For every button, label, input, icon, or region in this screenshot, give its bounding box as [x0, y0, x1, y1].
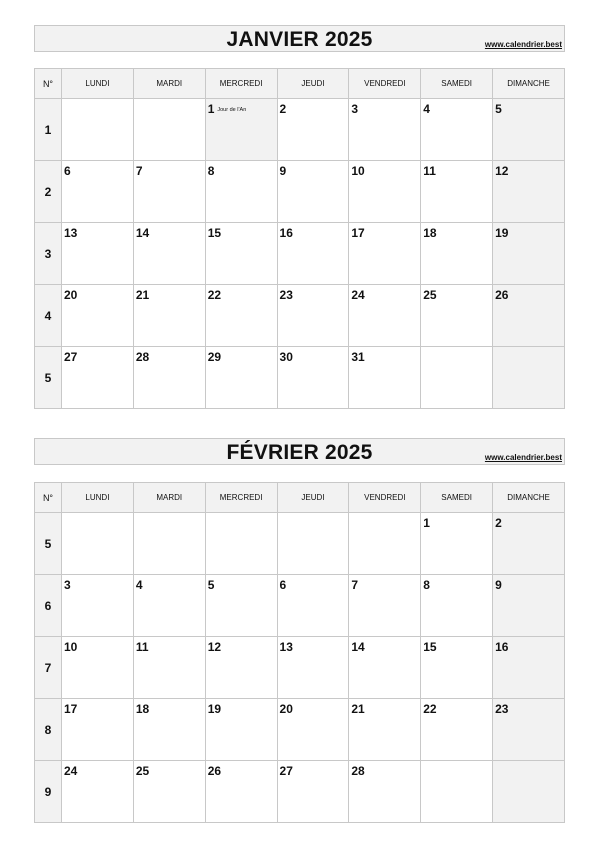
day-number: [495, 226, 508, 240]
day-cell[interactable]: [277, 99, 349, 161]
week-number: 2: [35, 161, 62, 223]
day-cell[interactable]: [205, 761, 277, 823]
day-cell[interactable]: [421, 347, 493, 409]
day-number: [208, 702, 221, 716]
week-row: [35, 637, 565, 699]
day-number-text: 27: [64, 350, 78, 364]
day-number-text: 13: [279, 640, 293, 654]
day-number: [495, 102, 502, 116]
week-row: [35, 699, 565, 761]
weekday-header: MERCREDI: [205, 69, 277, 99]
day-number: [64, 764, 77, 778]
day-number-text: 30: [279, 350, 293, 364]
day-cell[interactable]: [133, 575, 205, 637]
day-number: [136, 288, 149, 302]
day-number-text: 21: [135, 288, 150, 302]
day-cell[interactable]: [62, 99, 134, 161]
weekday-header: DIMANCHE: [493, 69, 565, 99]
day-number: [208, 350, 221, 364]
week-number: 5: [35, 347, 62, 409]
day-cell[interactable]: [133, 699, 205, 761]
day-number-text: 13: [64, 226, 78, 240]
day-cell[interactable]: [493, 699, 565, 761]
day-cell[interactable]: [62, 699, 134, 761]
day-cell[interactable]: [205, 223, 277, 285]
week-row: [35, 161, 565, 223]
week-row: [35, 347, 565, 409]
day-number: [351, 578, 358, 592]
day-cell[interactable]: [421, 161, 493, 223]
day-number-text: 22: [423, 702, 437, 716]
day-number-text: 14: [135, 226, 150, 240]
site-link[interactable]: www.calendrier.best: [484, 453, 562, 462]
week-row: [35, 99, 565, 161]
week-number: 6: [35, 575, 62, 637]
day-number-text: 22: [207, 288, 222, 302]
week-row: [35, 513, 565, 575]
day-cell[interactable]: [349, 699, 421, 761]
day-cell[interactable]: [493, 223, 565, 285]
day-cell[interactable]: [277, 161, 349, 223]
month-title-bar: [34, 25, 565, 52]
day-number-text: 15: [207, 226, 222, 240]
day-number: [351, 226, 364, 240]
day-number-text: 12: [495, 164, 509, 178]
day-number-text: 5: [207, 578, 215, 592]
day-cell[interactable]: [493, 637, 565, 699]
week-number: 4: [35, 285, 62, 347]
day-number-text: 26: [495, 288, 509, 302]
day-number-text: 10: [64, 640, 78, 654]
day-cell[interactable]: [133, 223, 205, 285]
day-cell[interactable]: [62, 575, 134, 637]
day-number: [208, 288, 221, 302]
day-cell[interactable]: [133, 347, 205, 409]
day-number: [136, 226, 149, 240]
day-number-text: 24: [351, 288, 365, 302]
week-row: [35, 285, 565, 347]
day-cell[interactable]: [133, 161, 205, 223]
day-cell[interactable]: [62, 761, 134, 823]
day-cell[interactable]: [493, 347, 565, 409]
day-number: [64, 640, 77, 654]
day-cell[interactable]: [349, 575, 421, 637]
day-cell[interactable]: [205, 161, 277, 223]
day-number: [351, 764, 364, 778]
day-number: [423, 578, 430, 592]
day-cell[interactable]: [205, 575, 277, 637]
day-cell[interactable]: [421, 99, 493, 161]
day-cell[interactable]: [493, 761, 565, 823]
day-number-text: 7: [135, 164, 143, 178]
day-cell[interactable]: [349, 513, 421, 575]
week-number: 1: [35, 99, 62, 161]
day-number: [280, 288, 293, 302]
day-cell[interactable]: [62, 347, 134, 409]
day-number-text: 25: [135, 764, 150, 778]
day-number: [208, 764, 221, 778]
day-number-text: 4: [135, 578, 143, 592]
day-number-text: 24: [64, 764, 78, 778]
week-row: [35, 575, 565, 637]
day-number: [423, 516, 430, 530]
day-number: [208, 102, 247, 116]
day-cell[interactable]: [205, 347, 277, 409]
day-number-text: 18: [135, 702, 150, 716]
day-number-text: 12: [207, 640, 222, 654]
day-cell[interactable]: [421, 513, 493, 575]
site-link[interactable]: www.calendrier.best: [484, 40, 562, 49]
day-number-text: 6: [64, 164, 71, 178]
day-number: [495, 640, 508, 654]
day-number: [423, 164, 436, 178]
month-title-bar: [34, 438, 565, 465]
day-cell[interactable]: [421, 637, 493, 699]
day-number-text: 9: [495, 578, 502, 592]
day-number: [351, 702, 364, 716]
day-number-text: 25: [423, 288, 437, 302]
day-cell[interactable]: [62, 223, 134, 285]
day-cell[interactable]: [493, 575, 565, 637]
day-number: [423, 226, 436, 240]
day-cell[interactable]: [349, 99, 421, 161]
day-number: [208, 640, 221, 654]
week-row: [35, 761, 565, 823]
day-cell[interactable]: [349, 637, 421, 699]
day-number: [351, 164, 364, 178]
day-number: [495, 164, 508, 178]
day-number: [64, 702, 77, 716]
day-number: [64, 578, 71, 592]
day-number-text: 20: [64, 288, 78, 302]
day-cell[interactable]: [349, 161, 421, 223]
day-number-text: 28: [351, 764, 365, 778]
day-cell[interactable]: [349, 761, 421, 823]
day-number-text: 17: [351, 226, 365, 240]
day-cell[interactable]: [277, 223, 349, 285]
day-number-text: 4: [423, 102, 430, 116]
day-number: [351, 640, 364, 654]
day-cell[interactable]: [277, 699, 349, 761]
day-number: [423, 640, 436, 654]
day-cell[interactable]: [277, 637, 349, 699]
day-cell[interactable]: [349, 285, 421, 347]
day-cell[interactable]: [277, 285, 349, 347]
day-cell[interactable]: [493, 161, 565, 223]
week-number-header: N°: [35, 483, 62, 513]
day-number-text: 16: [495, 640, 509, 654]
weekday-header: VENDREDI: [349, 483, 421, 513]
day-number-text: 5: [495, 102, 502, 116]
week-row: [35, 223, 565, 285]
day-number: [64, 164, 71, 178]
day-number: [280, 764, 293, 778]
day-number: [280, 702, 293, 716]
day-number-text: 3: [351, 102, 359, 116]
weekday-header: MARDI: [133, 69, 205, 99]
holiday-label: Jour de l'An: [217, 106, 247, 113]
day-number-text: 1: [207, 102, 215, 116]
day-number: [64, 350, 77, 364]
month-february: [34, 438, 565, 799]
day-number: [136, 350, 149, 364]
week-number: 9: [35, 761, 62, 823]
day-number-text: 15: [423, 640, 437, 654]
day-cell[interactable]: [205, 637, 277, 699]
day-number: [280, 226, 293, 240]
weekday-header: VENDREDI: [349, 69, 421, 99]
day-cell[interactable]: [421, 223, 493, 285]
day-number-text: 11: [135, 640, 149, 654]
day-number: [136, 164, 143, 178]
day-number-text: 23: [279, 288, 293, 302]
day-number-text: 16: [279, 226, 293, 240]
day-number-text: 29: [207, 350, 222, 364]
day-cell[interactable]: [421, 285, 493, 347]
day-number-text: 26: [207, 764, 222, 778]
day-cell[interactable]: [277, 761, 349, 823]
day-number-text: 2: [495, 516, 502, 530]
day-number: [351, 288, 364, 302]
day-number-text: 3: [64, 578, 71, 592]
day-cell[interactable]: [493, 99, 565, 161]
day-number-text: 10: [351, 164, 365, 178]
day-cell[interactable]: [205, 699, 277, 761]
day-number-text: 8: [207, 164, 215, 178]
day-number: [136, 640, 149, 654]
weekday-header: SAMEDI: [421, 483, 493, 513]
day-cell[interactable]: [205, 99, 277, 161]
day-number-text: 18: [423, 226, 437, 240]
week-number: 5: [35, 513, 62, 575]
day-number: [495, 578, 502, 592]
day-cell[interactable]: [133, 637, 205, 699]
day-number: [495, 516, 502, 530]
day-cell[interactable]: [349, 347, 421, 409]
day-number: [351, 102, 358, 116]
month-january: [34, 25, 565, 385]
weekday-header: MERCREDI: [205, 483, 277, 513]
weekday-header: LUNDI: [62, 69, 134, 99]
day-number-text: 27: [279, 764, 293, 778]
weekday-header-row: [35, 483, 565, 513]
day-cell[interactable]: [62, 285, 134, 347]
day-cell[interactable]: [421, 761, 493, 823]
day-number: [351, 350, 364, 364]
day-number: [495, 288, 508, 302]
day-number: [136, 578, 143, 592]
day-cell[interactable]: [493, 513, 565, 575]
day-cell[interactable]: [277, 513, 349, 575]
day-number: [280, 350, 293, 364]
day-number-text: 19: [495, 226, 509, 240]
day-number-text: 23: [495, 702, 509, 716]
calendar-grid: [34, 68, 565, 409]
day-number: [208, 164, 215, 178]
day-number-text: 20: [279, 702, 293, 716]
weekday-header: SAMEDI: [421, 69, 493, 99]
day-number-text: 2: [279, 102, 287, 116]
calendar-grid: [34, 482, 565, 823]
day-cell[interactable]: [133, 99, 205, 161]
weekday-header: JEUDI: [277, 69, 349, 99]
day-cell[interactable]: [62, 637, 134, 699]
day-number-text: 8: [423, 578, 430, 592]
day-number: [280, 164, 287, 178]
day-number-text: 11: [423, 164, 436, 178]
day-number: [64, 226, 77, 240]
day-number-text: 17: [64, 702, 78, 716]
day-cell[interactable]: [421, 699, 493, 761]
day-cell[interactable]: [133, 285, 205, 347]
day-number: [280, 102, 287, 116]
week-number: 8: [35, 699, 62, 761]
day-number: [423, 288, 436, 302]
month-title: JANVIER 2025: [226, 28, 373, 51]
day-cell[interactable]: [421, 575, 493, 637]
weekday-header: DIMANCHE: [493, 483, 565, 513]
month-title: FÉVRIER 2025: [226, 441, 373, 464]
week-number: 3: [35, 223, 62, 285]
day-number: [208, 578, 215, 592]
day-number-text: 28: [135, 350, 150, 364]
day-cell[interactable]: [62, 513, 134, 575]
day-number: [136, 702, 149, 716]
day-number: [136, 764, 149, 778]
day-cell[interactable]: [277, 347, 349, 409]
day-cell[interactable]: [205, 285, 277, 347]
weekday-header-row: [35, 69, 565, 99]
day-number: [208, 226, 221, 240]
day-number-text: 31: [351, 350, 365, 364]
day-number: [495, 702, 508, 716]
day-number-text: 7: [351, 578, 359, 592]
weekday-header: MARDI: [133, 483, 205, 513]
day-cell[interactable]: [133, 513, 205, 575]
day-number-text: 14: [351, 640, 365, 654]
day-cell[interactable]: [493, 285, 565, 347]
week-number-header: N°: [35, 69, 62, 99]
day-number: [423, 102, 430, 116]
day-cell[interactable]: [133, 761, 205, 823]
weekday-header: JEUDI: [277, 483, 349, 513]
day-number: [423, 702, 436, 716]
day-number: [280, 640, 293, 654]
day-number: [280, 578, 287, 592]
day-number-text: 6: [279, 578, 287, 592]
day-number-text: 9: [279, 164, 287, 178]
day-number: [64, 288, 77, 302]
day-number-text: 21: [351, 702, 365, 716]
day-cell[interactable]: [62, 161, 134, 223]
day-cell[interactable]: [205, 513, 277, 575]
day-cell[interactable]: [277, 575, 349, 637]
day-number-text: 1: [423, 516, 430, 530]
day-cell[interactable]: [349, 223, 421, 285]
week-number: 7: [35, 637, 62, 699]
weekday-header: LUNDI: [62, 483, 134, 513]
day-number-text: 19: [207, 702, 222, 716]
